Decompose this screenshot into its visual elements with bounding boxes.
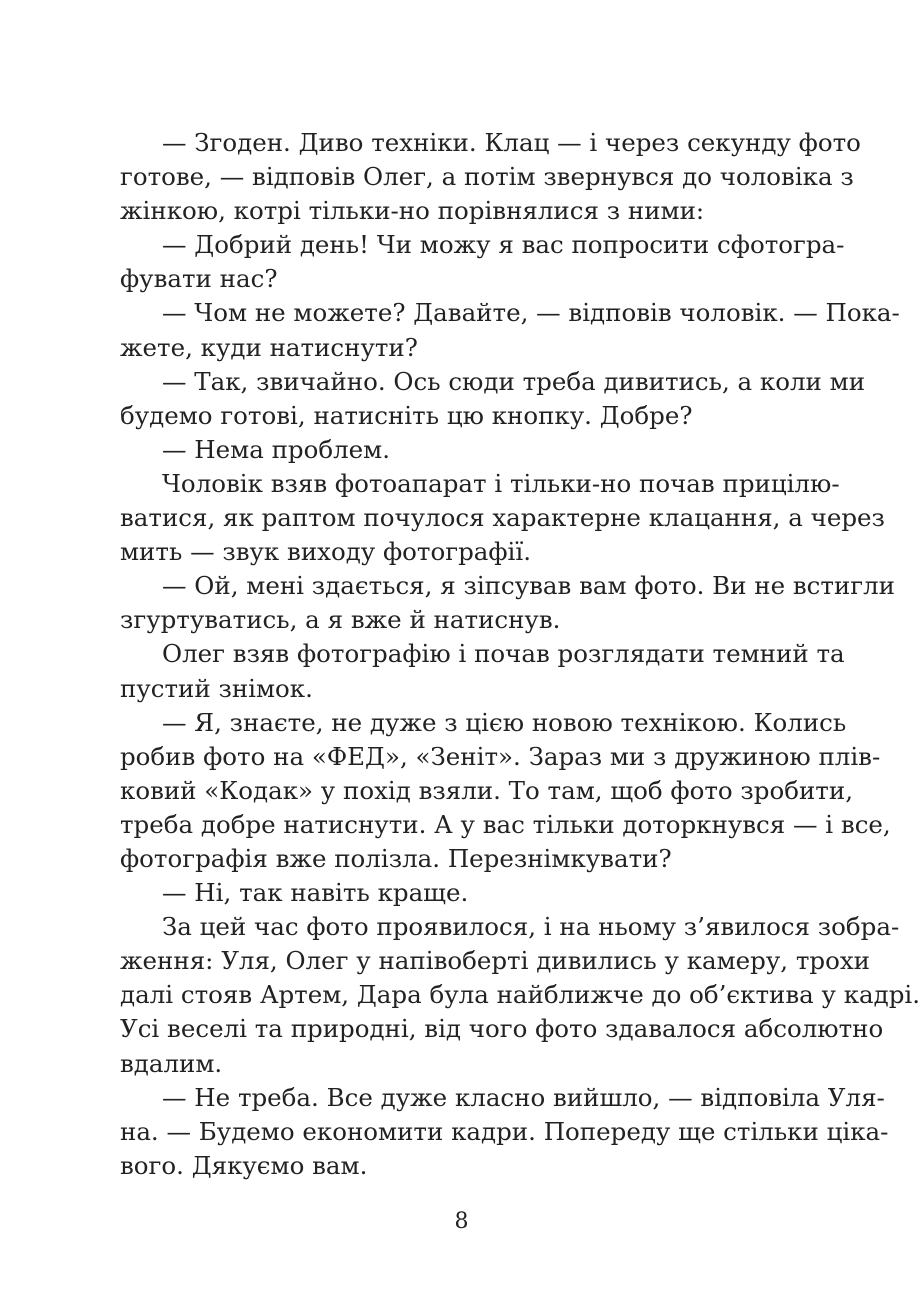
- text-line: — Не треба. Все дуже класно вийшло, — відповіла Уля-: [162, 1082, 885, 1112]
- text-line: жете, куди натиснути?: [120, 332, 418, 362]
- paragraph: [120, 637, 845, 705]
- text-line: вдалим.: [120, 1048, 223, 1078]
- paragraph: [120, 706, 891, 876]
- text-line: далі стояв Артем, Дара була найближче до об’єктива у кадрі.: [120, 980, 921, 1010]
- paragraph: [120, 296, 900, 364]
- text-line: готове, — відповів Олег, а потім звернувся до чоловіка з: [120, 162, 854, 192]
- text-line: будемо готові, натисніть цю кнопку. Добре?: [120, 400, 693, 430]
- paragraph: [120, 126, 861, 228]
- text-line: жінкою, котрі тільки-но порівнялися з ними:: [120, 196, 705, 226]
- page-number: 8: [454, 1209, 469, 1234]
- text-line: — Ой, мені здається, я зіпсував вам фото. Ви не встигли: [162, 571, 896, 601]
- paragraph: [120, 910, 921, 1080]
- text-line: — Чом не можете? Давайте, — відповів чоловік. — Пока-: [162, 298, 900, 328]
- text-line: ження: Уля, Олег у напівоберті дивились у камеру, трохи: [120, 946, 870, 976]
- text-line: згуртуватись, а я вже й натиснув.: [120, 605, 561, 635]
- text-line: За цей час фото проявилося, і на ньому з’явилося зобра-: [162, 912, 900, 942]
- text-line: — Добрий день! Чи можу я вас попросити сфотогра-: [162, 230, 845, 260]
- text-line: Усі веселі та природні, від чого фото здавалося абсолютно: [120, 1014, 884, 1044]
- text-line: фувати нас?: [120, 264, 278, 294]
- paragraph: [120, 1081, 889, 1183]
- text-line: робив фото на «ФЕД», «Зеніт». Зараз ми з дружиною плів-: [120, 741, 881, 771]
- text-line: Чоловік взяв фотоапарат і тільки-но почав прицілю-: [162, 468, 840, 498]
- text-line: пустий знімок.: [120, 673, 313, 703]
- paragraph: [120, 365, 866, 433]
- text-line: фотографія вже полізла. Перезнімкувати?: [120, 843, 672, 873]
- body-text: [120, 126, 921, 1183]
- text-line: вого. Дякуємо вам.: [120, 1150, 368, 1180]
- paragraph: [120, 433, 817, 467]
- text-line: — Нема проблем.: [162, 434, 391, 464]
- text-line: — Я, знаєте, не дуже з цією новою технікою. Колись: [162, 707, 847, 737]
- text-line: ватися, як раптом почулося характерне клацання, а через: [120, 503, 885, 533]
- paragraph: [120, 467, 885, 569]
- text-line: треба добре натиснути. А у вас тільки доторкнувся — і все,: [120, 809, 891, 839]
- text-line: мить — звук виходу фотографії.: [120, 537, 531, 567]
- paragraph: [120, 876, 817, 910]
- text-line: — Так, звичайно. Ось сюди треба дивитись, а коли ми: [162, 366, 866, 396]
- text-line: Олег взяв фотографію і почав розглядати темний та: [162, 639, 845, 669]
- text-line: ковий «Кодак» у похід взяли. То там, щоб фото зробити,: [120, 775, 853, 805]
- paragraph: [120, 228, 845, 296]
- paragraph: [120, 569, 896, 637]
- text-line: на. — Будемо економити кадри. Попереду ще стільки ціка-: [120, 1116, 889, 1146]
- text-line: — Ні, так навіть краще.: [162, 878, 469, 908]
- text-line: — Згоден. Диво техніки. Клац — і через секунду фото: [162, 128, 861, 157]
